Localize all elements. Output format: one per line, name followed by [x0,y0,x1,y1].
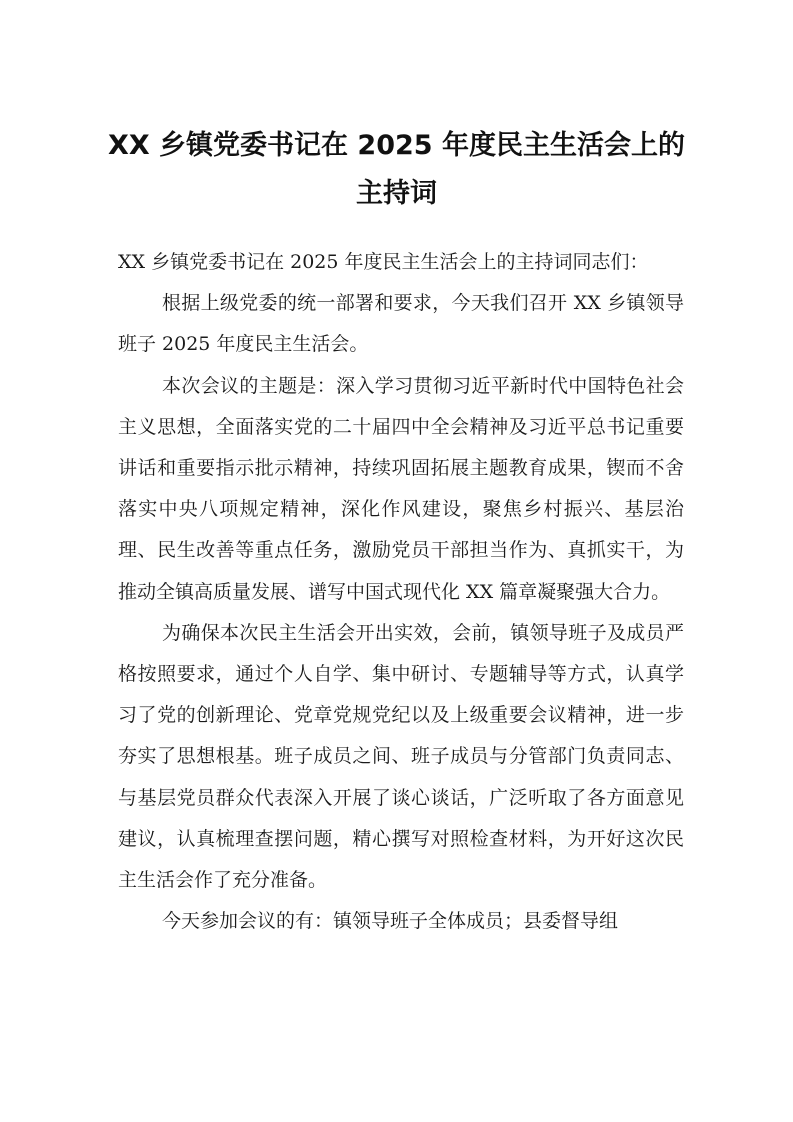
body-paragraph: 本次会议的主题是：深入学习贯彻习近平新时代中国特色社会主义思想，全面落实党的二十届四中全会精神及习近平总书记重要讲话和重要指示批示精神，持续巩固拓展主题教育成果，锲而不舍落实中央八项规定精神，深化作风建设，聚焦乡村振兴、基层治理、民生改善等重点任务，激励党员干部担当作为、真抓实干，为推动全镇高质量发展、谱写中国式现代化 XX 篇章凝聚强大合力。 [118,374,684,603]
body-paragraph: 今天参加会议的有：镇领导班子全体成员；县委督导组 [162,910,619,933]
body-paragraph: 根据上级党委的统一部署和要求，今天我们召开 XX 乡镇领导班子 2025 年度民主生活会。 [118,292,684,356]
body-paragraph: 为确保本次民主生活会开出实效，会前，镇领导班子及成员严格按照要求，通过个人自学、集中研讨、专题辅导等方式，认真学习了党的创新理论、党章党规党纪以及上级重要会议精神，进一步夯实了思想根基。班子成员之间、班子成员与分管部门负责同志、与基层党员群众代表深入开展了谈心谈话，广泛听取了各方面意见建议，认真梳理查摆问题，精心撰写对照检查材料，为开好这次民主生活会作了充分准备。 [118,621,684,892]
greeting-paragraph: XX 乡镇党委书记在 2025 年度民主生活会上的主持词同志们： [118,251,649,273]
document-body [118,242,684,942]
document-title: XX 乡镇党委书记在 2025 年度民主生活会上的主持词 [108,130,685,209]
